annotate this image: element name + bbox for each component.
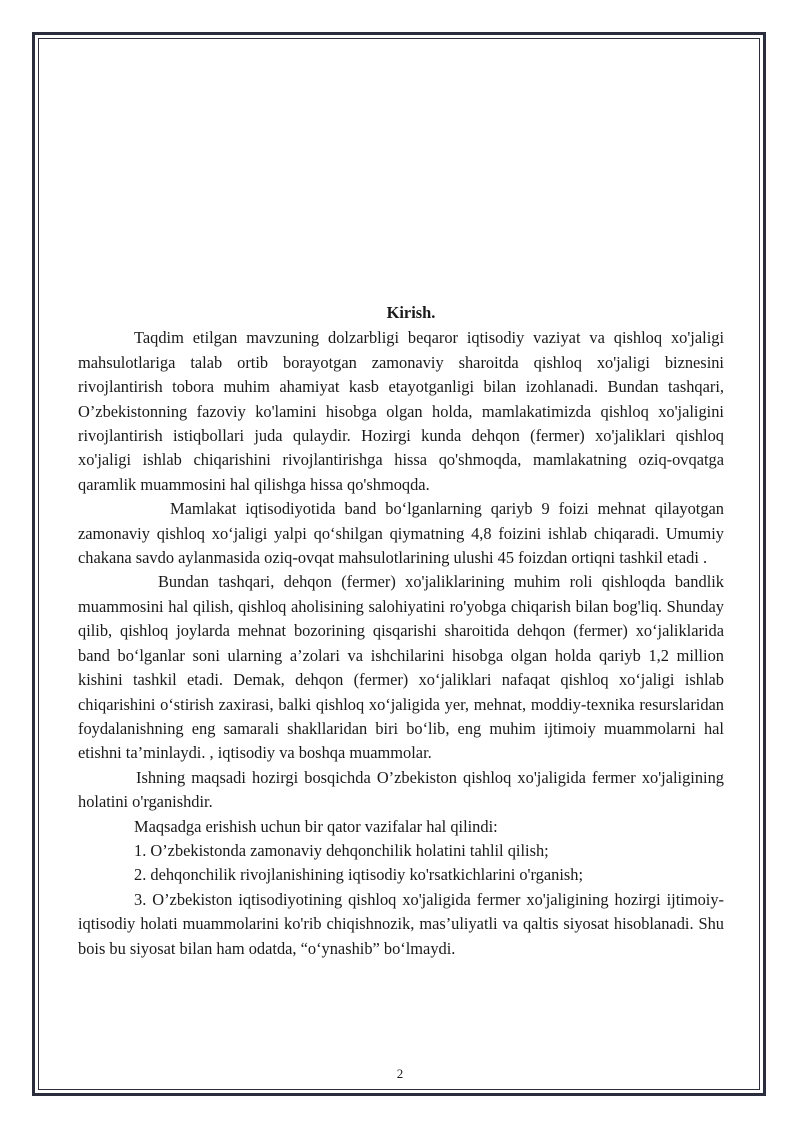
paragraph-goal: Ishning maqsadi hozirgi bosqichda O’zbekiston qishloq xo'jaligida fermer xo'jaligining holatini o'rganishdir. [78,767,724,812]
document-body [78,301,724,961]
paragraph-relevance: Taqdim etilgan mavzuning dolzarbligi beqaror iqtisodiy vaziyat va qishloq xo'jaligi mahsulotlariga talab ortib borayotgan zamonaviy sharoitda qishloq xo'jaligi biznesini rivojlantirish tobora muhim ahamiyat kasb etayotganligi bilan izohlanadi. Bundan tashqari, O’zbekistonning fazoviy ko'lamini hisobga olgan holda, mamlakatimizda qishloq xo'jaligini rivojlantirish istiqbollari juda qulaydir. Hozirgi kunda dehqon (fermer) xo'jaliklari qishloq xo'jaligi ishlab chiqarishini rivojlantirishga hissa qo'shmoqda, mamlakatning oziq-ovqatga qaramlik muammosini hal qilishga hissa qo'shmoqda. [78,328,724,494]
section-title: Kirish. [386,303,436,322]
paragraph-tasks-intro: Maqsadga erishish uchun bir qator vazifalar hal qilindi: [134,816,498,836]
task-item: 2. dehqonchilik rivojlanishining iqtisodiy ko'rsatkichlarini o'rganish; [134,865,584,885]
paragraph-employment: Mamlakat iqtisodiyotida band boʻlganlarning qariyb 9 foizi mehnat qilayotgan zamonaviy qishloq xoʻjaligi yalpi qoʻshilgan qiymatning 4,8 foizini ishlab chiqaradi. Umumiy chakana savdo aylanmasida oziq-ovqat mahsulotlarining ulushi 45 foizdan ortiqni tashkil etadi . [78,499,724,568]
task-item: 3. O’zbekiston iqtisodiyotining qishloq xo'jaligida fermer xo'jaligining hozirgi ijtimoiy-iqtisodiy holati muammolarini ko'rib chiqishnozik, mas’uliyatli va qaltis siyosat hisoblanadi. Shu bois bu siyosat bilan ham odatda, “oʻynashib” boʻlmaydi. [78,889,724,958]
paragraph-farm-role: Bundan tashqari, dehqon (fermer) xo'jaliklarining muhim roli qishloqda bandlik muammosini hal qilish, qishloq aholisining salohiyatini ro'yobga chiqarish bilan bog'liq. Shunday qilib, qishloq joylarda mehnat bozorining qisqarishi sharoitida dehqon (fermer) xoʻjaliklarida band boʻlganlar soni ularning a’zolari va ishchilarini hisobga olgan holda qariyb 1,2 million kishini tashkil etadi. Demak, dehqon (fermer) xoʻjaliklari nafaqat qishloq xoʻjaligi ishlab chiqarishini oʻstirish zaxirasi, balki qishloq xoʻjaligida yer, mehnat, moddiy-texnika resurslaridan foydalanishning eng samarali shakllaridan biri boʻlib, eng muhim ijtimoiy muammolarni hal etishni ta’minlaydi. , iqtisodiy va boshqa muammolar. [78,572,724,763]
task-item: 1. O’zbekistonda zamonaviy dehqonchilik holatini tahlil qilish; [134,840,549,860]
page-number: 2 [396,1066,404,1081]
